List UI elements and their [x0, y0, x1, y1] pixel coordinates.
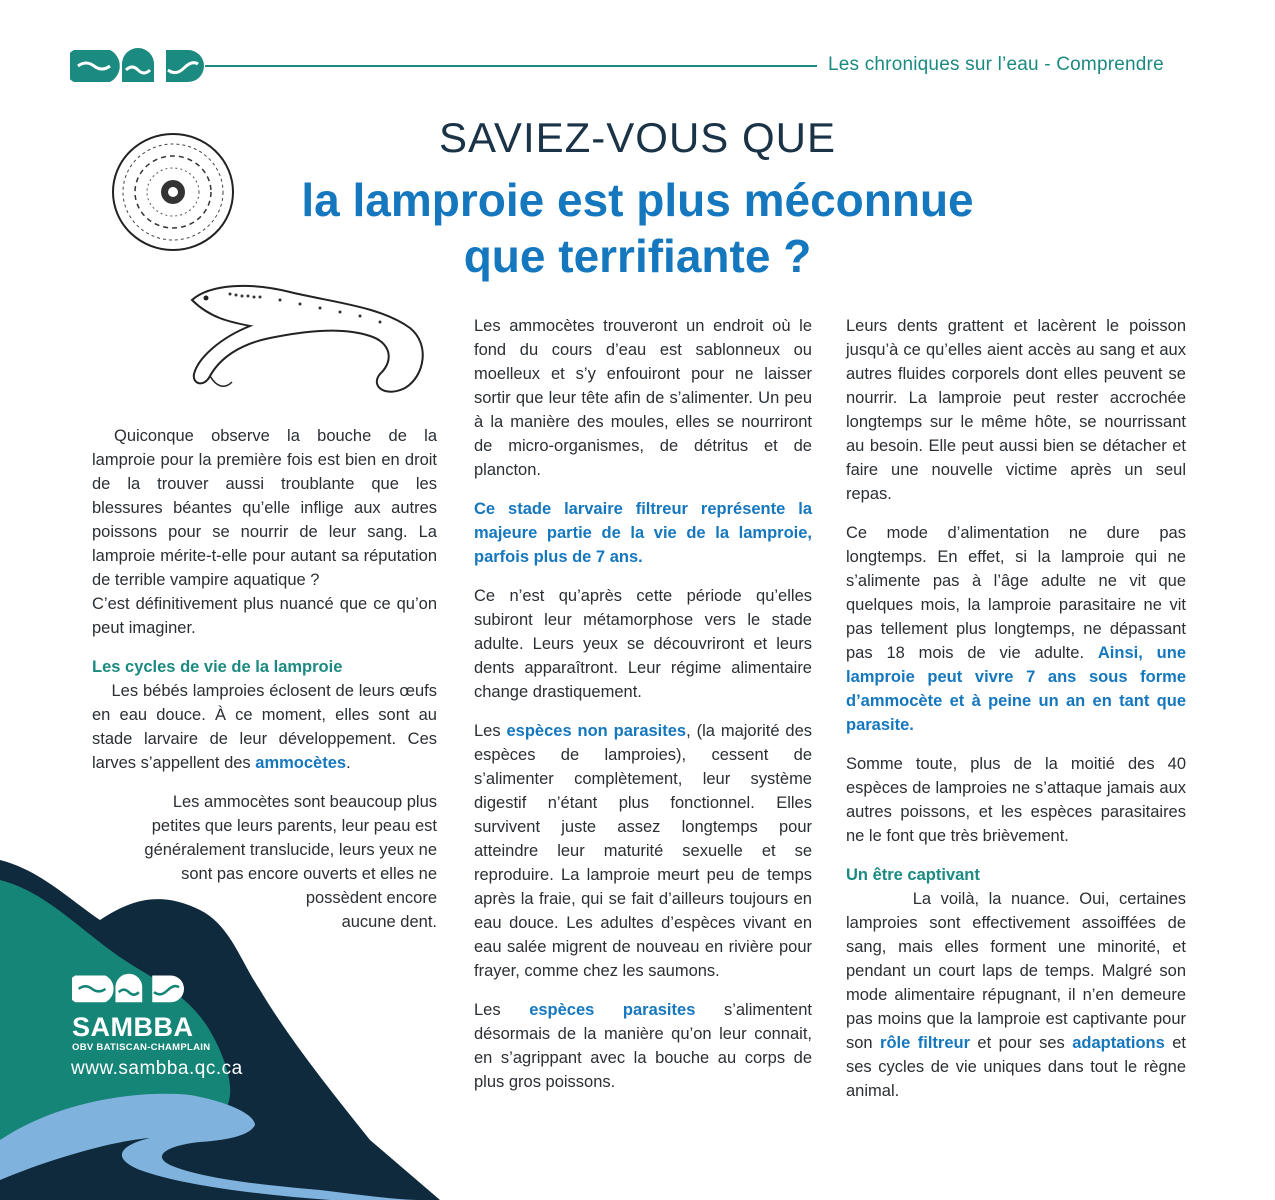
- callout: Ce stade larvaire filtreur représente la majeure partie de la vie de la lamproie, parfois plus de 7 ans.: [474, 500, 812, 566]
- paragraph-right-aligned: [92, 790, 437, 934]
- column-1: [92, 424, 437, 934]
- header-rule: [205, 65, 817, 67]
- paragraph: [474, 998, 812, 1094]
- text-line: sont pas encore ouverts et elles ne: [181, 865, 437, 883]
- paragraph: [846, 521, 1186, 737]
- paragraph-text: La voilà, la nuance. Oui, certaines lamproies sont effectivement assoiffées de sang, mais elles forment une minorité, et pendant un court laps de temps. Malgré son mode alimentaire répugnant, il n’en demeure pas moins que la lamproie est captivante pour son: [846, 890, 1186, 1052]
- sambba-logo-icon: [70, 44, 204, 86]
- emphasis-highlight: Ainsi, une lamproie peut vivre 7 ans sous forme d’ammocète et à peine un an en tant que parasite.: [846, 644, 1186, 734]
- paragraph: [846, 863, 1186, 1103]
- website-link[interactable]: www.sambba.qc.ca: [71, 1058, 243, 1079]
- text-line: aucune dent.: [341, 913, 437, 931]
- term-highlight: espèces non parasites: [506, 722, 687, 740]
- paragraph: Ce n’est qu’après cette période qu’elles subiront leur métamorphose vers le stade adulte. Leurs yeux se découvriront et leurs dents apparaîtront. Leur régime alimentaire change drastiquement.: [474, 587, 812, 701]
- paragraph-text: et ses cycles de vie uniques dans tout le règne animal.: [846, 1034, 1186, 1100]
- page-title: [0, 172, 1275, 284]
- paragraph-text: Ce mode d’alimentation ne dure pas longtemps. En effet, si la lamproie qui ne s’alimente pas à l’âge adulte ne vit que quelques mois, la lamproie parasitaire ne vit pas tellement plus longtemps, ne dépassant pas 18 mois de vie adulte.: [846, 524, 1186, 662]
- lamprey-body-illustration: [180, 278, 450, 400]
- paragraph: Les ammocètes trouveront un endroit où le fond du cours d’eau est sablonneux ou moelleux et s’y enfouiront pour ne laisser sortir que leur tête afin de s’alimenter. Un peu à la manière des moules, elles se nourriront de micro-organismes, de détritus et de plancton.: [474, 317, 812, 479]
- paragraph-text: Les: [474, 722, 507, 740]
- paragraph-text: et pour ses: [970, 1034, 1073, 1052]
- term-highlight: ammocètes: [255, 754, 347, 772]
- paragraph-text: Les bébés lamproies éclosent de leurs œufs en eau douce. À ce moment, elles sont au stade larvaire de leur développement. Ces larves s’appellent des: [92, 682, 437, 772]
- paragraph: Quiconque observe la bouche de la lamproie pour la première fois est bien en droit de la trouver aussi troublante que les blessures béantes qu’elle inflige aux autres poissons pour se nourrir de leur sang. La lamproie mérite-t-elle pour autant sa réputation de terrible vampire aquatique ?: [92, 427, 437, 589]
- brand-subtitle: OBV BATISCAN-CHAMPLAIN: [72, 1042, 211, 1053]
- term-highlight: adaptations: [1072, 1034, 1165, 1052]
- title-line-2: que terrifiante ?: [463, 230, 812, 282]
- section-heading: Les cycles de vie de la lamproie: [92, 658, 343, 676]
- text-line: généralement translucide, leurs yeux ne: [144, 841, 437, 859]
- term-highlight: rôle filtreur: [880, 1034, 970, 1052]
- paragraph-text: .: [346, 754, 351, 772]
- paragraph: Leurs dents grattent et lacèrent le poisson jusqu’à ce qu’elles aient accès au sang et aux autres fluides corporels dont elles peuvent se nourrir. La lamproie peut rester accrochée longtemps sur le même hôte, se nourrissant au besoin. Elle peut aussi bien se détacher et faire une nouvelle victime après un seul repas.: [846, 317, 1186, 503]
- series-title: Les chroniques sur l’eau - Comprendre: [828, 54, 1164, 75]
- brand-name: SAMBBA: [72, 1012, 194, 1042]
- section-heading: Un être captivant: [846, 866, 980, 884]
- text-line: possèdent encore: [305, 889, 437, 907]
- column-3: [846, 314, 1186, 1118]
- paragraph: Somme toute, plus de la moitié des 40 espèces de lamproies ne s’attaque jamais aux autres poissons, et les espèces parasitaires ne le font que très brièvement.: [846, 755, 1186, 845]
- paragraph: [474, 719, 812, 983]
- sambba-footer-logo-icon: [72, 970, 184, 1006]
- paragraph-text: Les: [474, 1001, 530, 1019]
- paragraph-text: , (la majorité des espèces de lamproies), cessent de s’alimenter complètement, leur système digestif n’étant plus fonctionnel. Elles survivent juste assez longtemps pour atteindre leur maturité sexuelle et se reproduire. La lamproie meurt peu de temps après la fraie, qui se fait d’ailleurs toujours en eau douce. Les adultes d’espèces vivant en eau salée migrent de nouveau en rivière pour frayer, comme chez les saumons.: [474, 722, 813, 980]
- paragraph-text: s’alimentent désormais de la manière qu’on leur connait, en s’agrippant avec la bouche au corps de plus gros poissons.: [474, 1001, 812, 1091]
- title-line-1: la lamproie est plus méconnue: [301, 174, 974, 226]
- text-line: Les ammocètes sont beaucoup plus: [172, 793, 437, 811]
- text-line: petites que leurs parents, leur peau est: [151, 817, 437, 835]
- paragraph-indent: [92, 682, 112, 700]
- page-kicker: SAVIEZ-VOUS QUE: [439, 114, 836, 161]
- term-highlight: espèces parasites: [529, 1001, 696, 1019]
- column-2: [474, 314, 812, 1109]
- paragraph: C’est définitivement plus nuancé que ce qu’on peut imaginer.: [92, 595, 437, 637]
- paragraph-indent: [846, 890, 913, 908]
